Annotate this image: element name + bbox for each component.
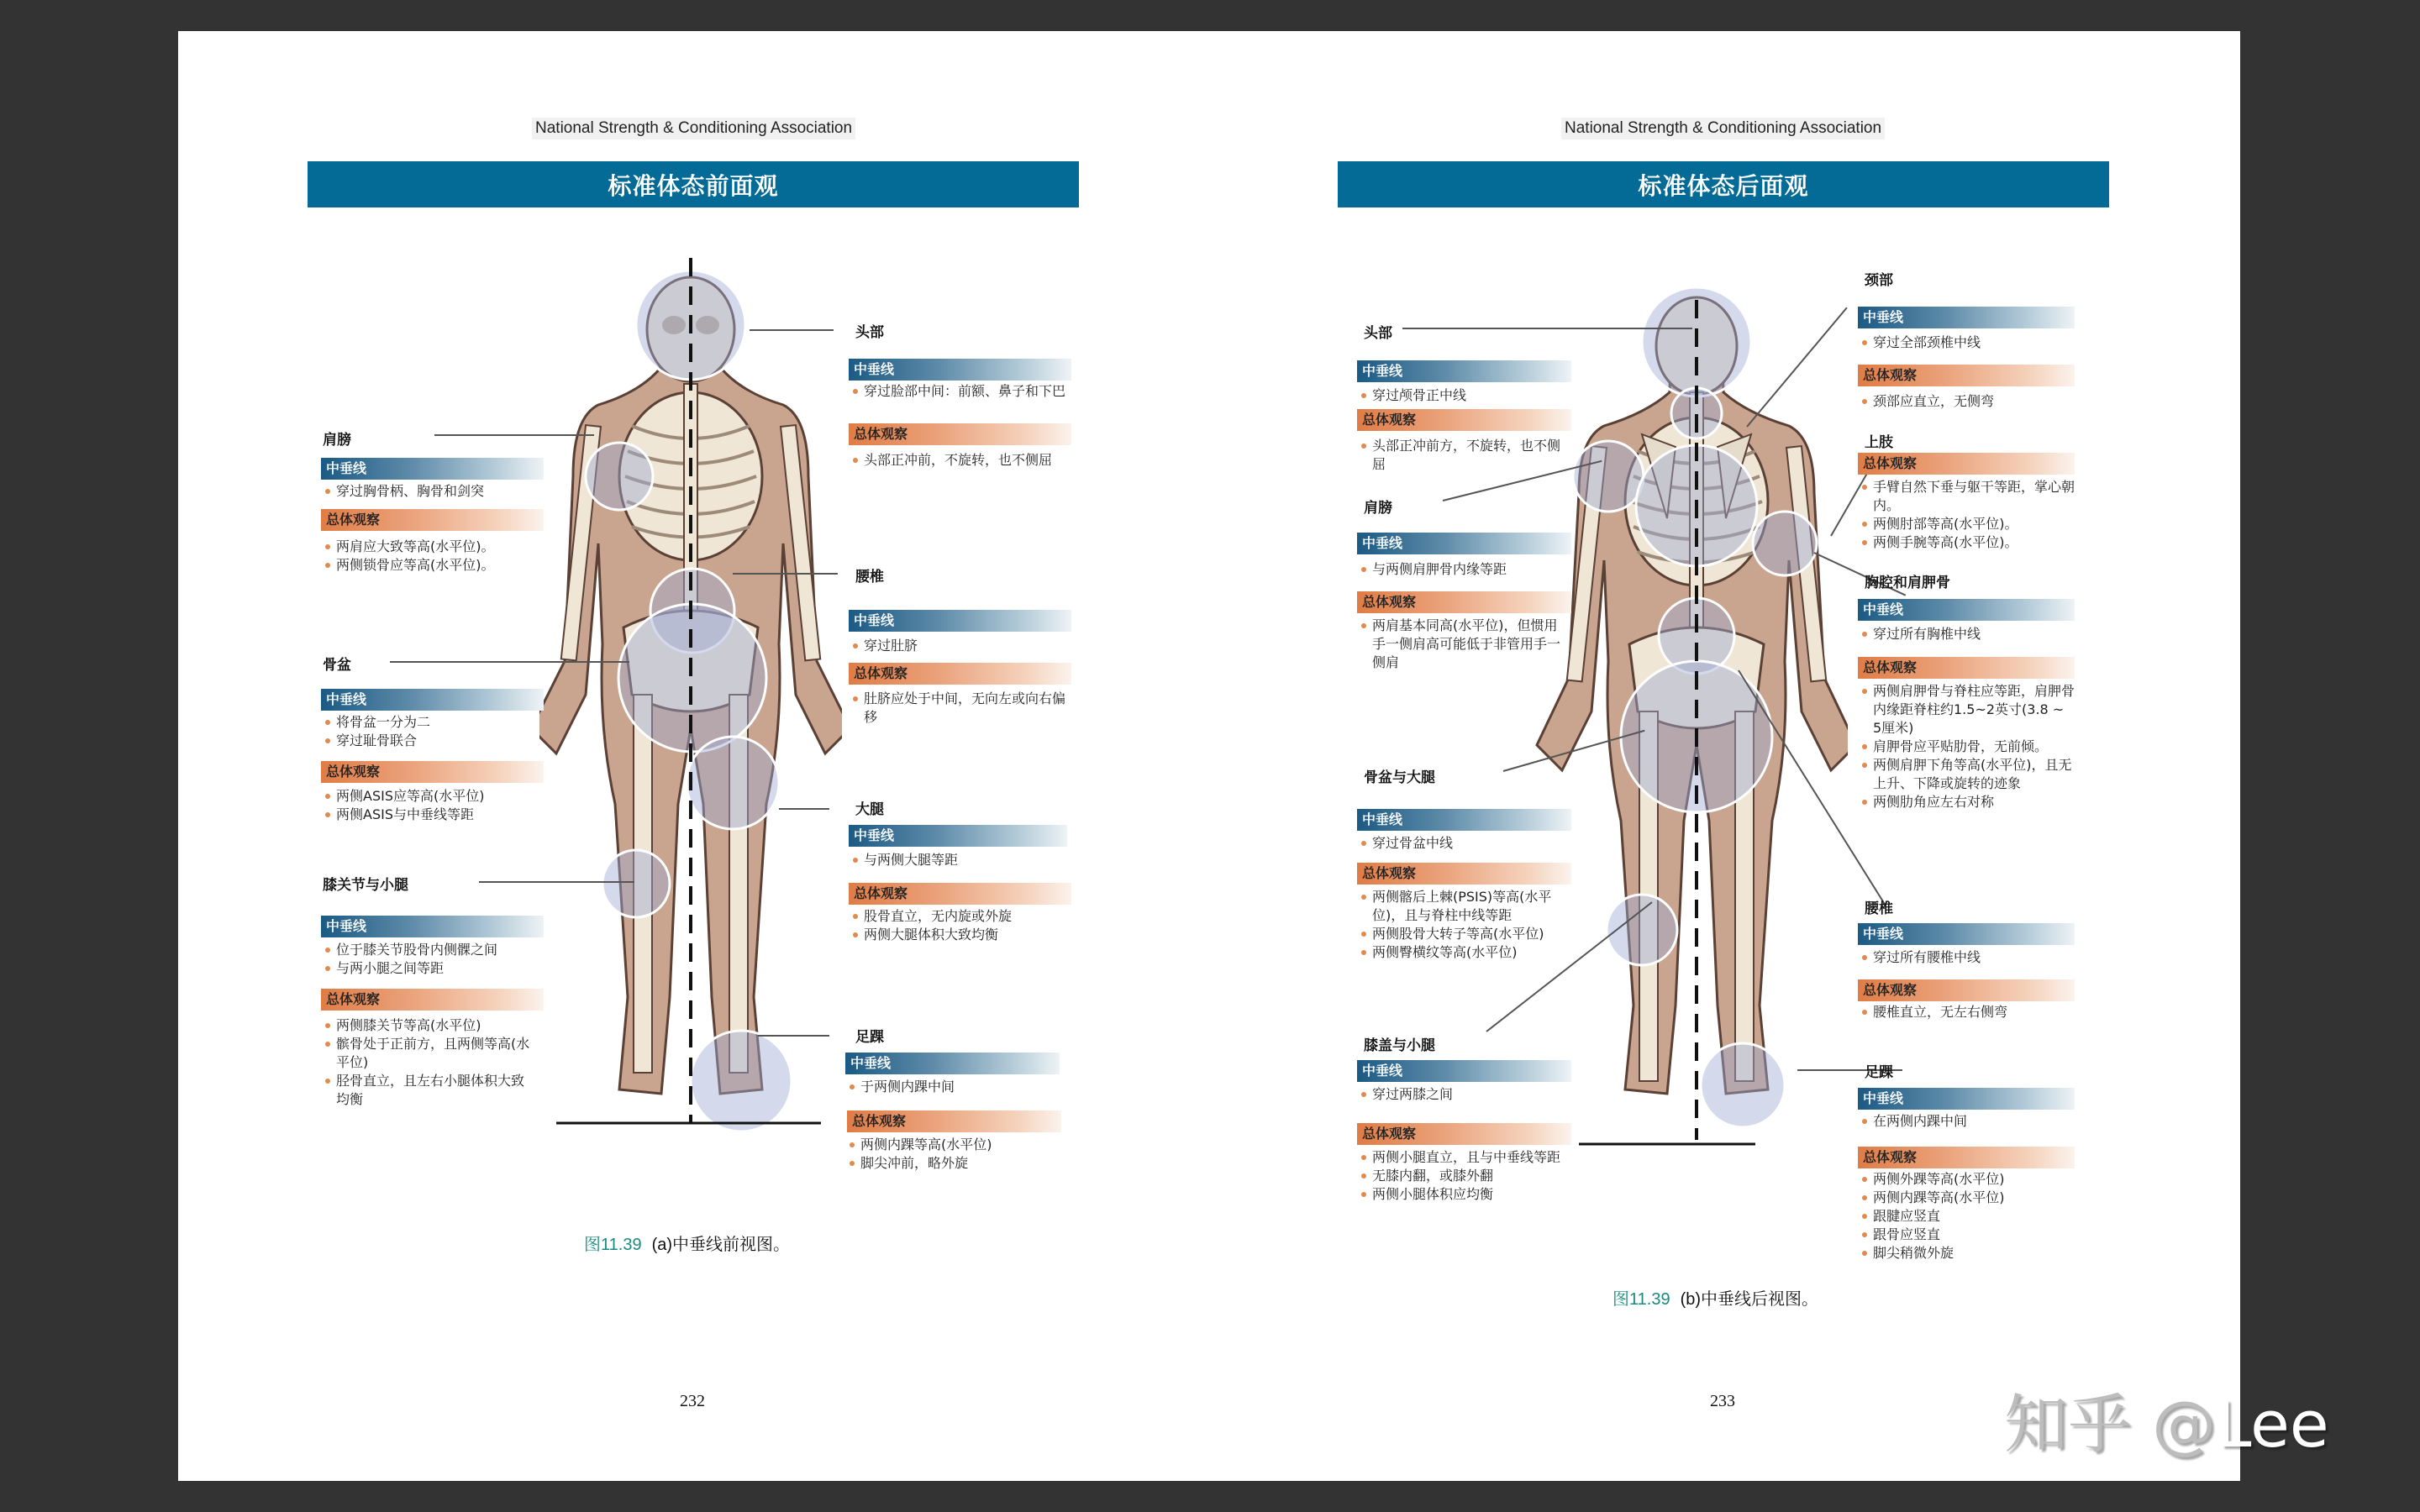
- plumb-line-list: [1860, 333, 2076, 352]
- figure-number: 图11.39: [1612, 1290, 1670, 1309]
- plumb-line-band: 中垂线: [849, 359, 1071, 381]
- plumb-line-band: 中垂线: [1858, 599, 2075, 621]
- list-item: 穿过肚脐: [850, 637, 1071, 655]
- section-label-pelvis-thigh: 骨盆与大腿: [1364, 769, 1435, 786]
- plumb-line-list: [1860, 625, 2076, 643]
- list-item: 颈部应直立，无侧弯: [1860, 392, 2076, 411]
- observation-band: 总体观察: [1357, 591, 1571, 613]
- plumb-line-list: [1359, 560, 1573, 579]
- observation-band: 总体观察: [1858, 453, 2075, 475]
- observation-band: 总体观察: [1858, 657, 2075, 679]
- list-item: 两侧锁骨应等高(水平位)。: [323, 556, 541, 575]
- plumb-line-band: 中垂线: [849, 825, 1067, 847]
- plumb-line-list: [847, 1078, 1061, 1096]
- observation-list: [323, 538, 541, 575]
- list-item: 位于膝关节股骨内侧髁之间: [323, 941, 541, 959]
- plumb-line-list: [1359, 386, 1573, 405]
- list-item: 穿过骨盆中线: [1359, 834, 1573, 853]
- list-item: 头部正冲前，不旋转，也不侧屈: [850, 451, 1071, 470]
- observation-list: [1359, 437, 1569, 474]
- list-item: 髌骨处于正前方，且两侧等高(水平位): [323, 1035, 533, 1072]
- list-item: 与两侧大腿等距: [850, 851, 1067, 869]
- plumb-line-band: 中垂线: [1858, 923, 2075, 945]
- leader-line: [1402, 328, 1692, 329]
- section-label-head: 头部: [1364, 325, 1392, 342]
- plumb-line-band: 中垂线: [1357, 809, 1571, 831]
- leader-line: [758, 1035, 829, 1037]
- observation-list: [850, 451, 1071, 470]
- page-number: 232: [680, 1392, 705, 1410]
- page-title: 标准体态前面观: [308, 161, 1079, 207]
- plumb-line-band: 中垂线: [321, 689, 544, 711]
- list-item: 两侧内踝等高(水平位): [847, 1136, 1061, 1154]
- observation-list: [1860, 1003, 2076, 1021]
- list-item: 两侧小腿直立，且与中垂线等距: [1359, 1148, 1570, 1167]
- observation-band: 总体观察: [1357, 863, 1571, 885]
- list-item: 穿过脸部中间：前额、鼻子和下巴: [850, 382, 1071, 401]
- page-number: 233: [1710, 1392, 1735, 1410]
- list-item: 两侧肩胛骨与脊柱应等距，肩胛骨内缘距脊柱约1.5~2英寸(3.8 ~ 5厘米): [1860, 682, 2076, 738]
- figure-caption-text: (a)中垂线前视图。: [651, 1236, 791, 1254]
- watermark-text: 知乎 @: [2004, 1387, 2217, 1462]
- list-item: 脚尖冲前，略外旋: [847, 1154, 1061, 1173]
- section-label-upper-limb: 上肢: [1865, 434, 1893, 451]
- list-item: 胫骨直立，且左右小腿体积大致均衡: [323, 1072, 533, 1109]
- plumb-line-band: 中垂线: [321, 916, 544, 937]
- list-item: 两侧小腿体积应均衡: [1359, 1185, 1570, 1204]
- list-item: 两侧臀横纹等高(水平位): [1359, 943, 1570, 962]
- plumb-line-list: [323, 713, 541, 750]
- section-label-ankle: 足踝: [855, 1029, 884, 1046]
- section-label-pelvis: 骨盆: [323, 657, 351, 674]
- list-item: 两肩基本同高(水平位)，但惯用手一侧肩高可能低于非管用手一侧肩: [1359, 617, 1569, 672]
- list-item: 两侧ASIS应等高(水平位): [323, 787, 541, 806]
- observation-list: [850, 907, 1071, 944]
- plumb-line-band: 中垂线: [845, 1053, 1060, 1074]
- list-item: 手臂自然下垂与躯干等距，掌心朝内。: [1860, 478, 2076, 515]
- figure-caption-text: (b)中垂线后视图。: [1680, 1290, 1819, 1309]
- observation-list: [1860, 682, 2076, 811]
- section-label-shoulder: 肩膀: [1364, 500, 1392, 517]
- figure-caption: [584, 1231, 790, 1255]
- section-label-thorax-scapula: 胸腔和肩胛骨: [1865, 575, 1950, 591]
- left-page: [178, 31, 1209, 1481]
- running-head: National Strength & Conditioning Association: [532, 118, 855, 139]
- watermark-username: Lee: [2216, 1387, 2329, 1462]
- observation-band: 总体观察: [849, 423, 1071, 445]
- observation-band: 总体观察: [1858, 1147, 2075, 1168]
- running-head: National Strength & Conditioning Association: [1561, 118, 1885, 139]
- plumb-line-band: 中垂线: [1357, 533, 1571, 554]
- plumb-line-band: 中垂线: [321, 458, 544, 480]
- list-item: 脚尖稍微外旋: [1860, 1244, 2076, 1263]
- right-page: [1209, 31, 2240, 1481]
- list-item: 与两小腿之间等距: [323, 959, 541, 978]
- list-item: 腰椎直立，无左右侧弯: [1860, 1003, 2076, 1021]
- list-item: 两侧股骨大转子等高(水平位): [1359, 925, 1570, 943]
- section-label-knee-calf: 膝关节与小腿: [323, 877, 408, 894]
- zhihu-watermark: [2004, 1373, 2329, 1465]
- front-skeleton-figure: [539, 258, 842, 1140]
- section-label-ankle: 足踝: [1865, 1064, 1893, 1081]
- plumb-line-list: [850, 637, 1071, 655]
- list-item: 无膝内翻，或膝外翻: [1359, 1167, 1570, 1185]
- observation-band: 总体观察: [1858, 365, 2075, 386]
- list-item: 穿过耻骨联合: [323, 732, 541, 750]
- list-item: 两侧ASIS与中垂线等距: [323, 806, 541, 824]
- list-item: 两侧肋角应左右对称: [1860, 793, 2076, 811]
- leader-line: [779, 808, 829, 810]
- plumb-line-band: 中垂线: [1357, 360, 1571, 382]
- plumb-line-list: [323, 941, 541, 978]
- section-label-shoulder: 肩膀: [323, 432, 351, 449]
- plumb-line-list: [1860, 948, 2076, 967]
- list-item: 两侧手腕等高(水平位)。: [1860, 533, 2076, 552]
- section-label-thigh: 大腿: [855, 801, 884, 818]
- figure-number: 图11.39: [584, 1236, 642, 1254]
- list-item: 穿过颅骨正中线: [1359, 386, 1573, 405]
- observation-list: [323, 1016, 533, 1109]
- list-item: 两侧内踝等高(水平位): [1860, 1189, 2076, 1207]
- observation-band: 总体观察: [1858, 979, 2075, 1001]
- plumb-line-band: 中垂线: [1858, 1088, 2075, 1110]
- page-title: 标准体态后面观: [1338, 161, 2109, 207]
- list-item: 两侧髂后上棘(PSIS)等高(水平位)，且与脊柱中线等距: [1359, 888, 1570, 925]
- section-label-lumbar: 腰椎: [1865, 900, 1893, 917]
- observation-list: [1359, 1148, 1570, 1204]
- list-item: 两侧肘部等高(水平位)。: [1860, 515, 2076, 533]
- observation-list: [847, 1136, 1061, 1173]
- observation-list: [1860, 392, 2076, 411]
- plumb-line-list: [1860, 1112, 2076, 1131]
- observation-band: 总体观察: [321, 509, 544, 531]
- observation-band: 总体观察: [321, 989, 544, 1011]
- leader-line: [750, 329, 834, 331]
- observation-list: [1860, 1170, 2076, 1263]
- list-item: 穿过胸骨柄、胸骨和剑突: [323, 482, 541, 501]
- plumb-line-list: [323, 482, 541, 501]
- observation-list: [850, 690, 1071, 727]
- list-item: 将骨盆一分为二: [323, 713, 541, 732]
- section-label-neck: 颈部: [1865, 272, 1893, 289]
- list-item: 两侧膝关节等高(水平位): [323, 1016, 533, 1035]
- list-item: 跟骨应竖直: [1860, 1226, 2076, 1244]
- list-item: 穿过两膝之间: [1359, 1085, 1573, 1104]
- figure-caption: [1612, 1285, 1818, 1310]
- list-item: 穿过所有胸椎中线: [1860, 625, 2076, 643]
- observation-list: [323, 787, 541, 824]
- list-item: 在两侧内踝中间: [1860, 1112, 2076, 1131]
- section-label-head: 头部: [855, 324, 884, 341]
- list-item: 股骨直立，无内旋或外旋: [850, 907, 1071, 926]
- leader-line: [733, 573, 838, 575]
- list-item: 肚脐应处于中间，无向左或向右偏移: [850, 690, 1071, 727]
- plumb-line-list: [850, 851, 1067, 869]
- observation-band: 总体观察: [321, 761, 544, 783]
- list-item: 两侧外踝等高(水平位): [1860, 1170, 2076, 1189]
- list-item: 两侧肩胛下角等高(水平位)，且无上升、下降或旋转的迹象: [1860, 756, 2076, 793]
- list-item: 两侧大腿体积大致均衡: [850, 926, 1071, 944]
- plumb-line-band: 中垂线: [1858, 307, 2075, 328]
- observation-list: [1860, 478, 2076, 552]
- plumb-line-band: 中垂线: [1357, 1060, 1571, 1082]
- observation-band: 总体观察: [849, 883, 1071, 905]
- list-item: 肩胛骨应平贴肋骨，无前倾。: [1860, 738, 2076, 756]
- leader-line: [434, 434, 594, 436]
- plumb-line-list: [1359, 834, 1573, 853]
- observation-band: 总体观察: [847, 1110, 1061, 1132]
- plumb-line-band: 中垂线: [849, 610, 1071, 632]
- list-item: 穿过所有腰椎中线: [1860, 948, 2076, 967]
- observation-band: 总体观察: [1357, 1123, 1571, 1145]
- list-item: 两肩应大致等高(水平位)。: [323, 538, 541, 556]
- leader-line: [390, 661, 629, 663]
- observation-band: 总体观察: [849, 663, 1071, 685]
- list-item: 与两侧肩胛骨内缘等距: [1359, 560, 1573, 579]
- plumb-line-list: [850, 382, 1071, 401]
- observation-list: [1359, 617, 1569, 672]
- section-label-lumbar: 腰椎: [855, 569, 884, 585]
- plumb-line-list: [1359, 1085, 1573, 1104]
- leader-line: [479, 881, 634, 883]
- list-item: 于两侧内踝中间: [847, 1078, 1061, 1096]
- observation-band: 总体观察: [1357, 409, 1571, 431]
- list-item: 跟腱应竖直: [1860, 1207, 2076, 1226]
- section-label-knee-calf: 膝盖与小腿: [1364, 1037, 1435, 1054]
- observation-list: [1359, 888, 1570, 962]
- list-item: 头部正冲前方，不旋转，也不侧屈: [1359, 437, 1569, 474]
- back-skeleton-figure: [1528, 266, 1848, 1148]
- list-item: 穿过全部颈椎中线: [1860, 333, 2076, 352]
